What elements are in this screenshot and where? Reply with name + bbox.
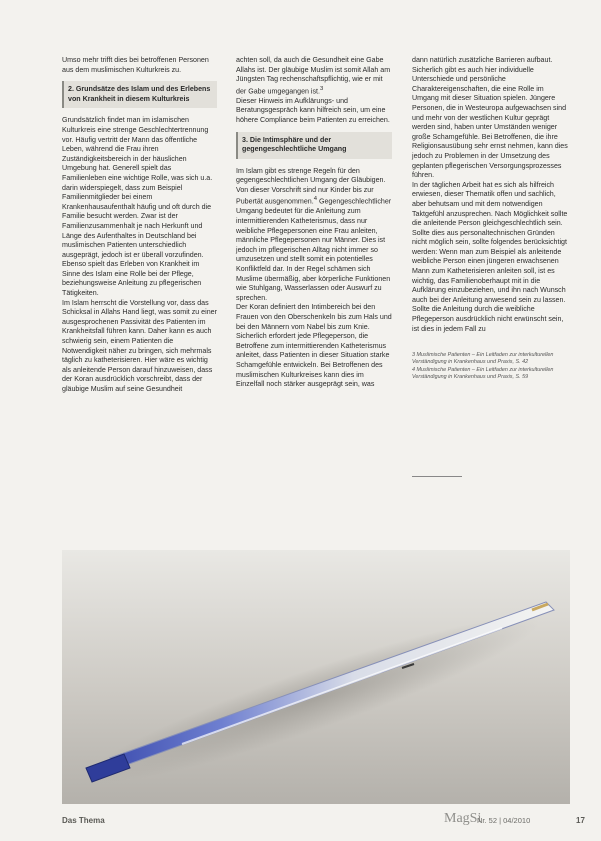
paragraph: Umso mehr trifft dies bei betroffenen Personen aus dem muslimischen Kulturkreis zu. xyxy=(62,56,209,74)
paragraph-text: achten soll, da auch die Gesundheit eine Gabe Allahs ist. Der gläubige Muslim ist somit Allah am Jüngsten Tag rechenschaftspflichtig, wie er mit der Gabe umgegangen ist. xyxy=(236,56,391,96)
paragraph xyxy=(236,56,392,97)
paragraph-text: Im Islam gibt es strenge Regeln für den gegengeschlechtlichen Umgang der Gläubigen. Von dieser Vorschrift sind nur Kinder bis zur Pubertät ausgenommen. xyxy=(236,166,386,206)
section-heading: 3. Die Intimsphäre und der gegengeschlechtliche Umgang xyxy=(236,132,392,159)
paragraph: In der täglichen Arbeit hat es sich als hilfreich erwiesen, dieser Thematik offen und sachlich, aber behutsam und mit dem notwendigen Taktgefühl anzusprechen. Nach Möglichkeit sollte die anleitende Person gleichgeschlechtlich sein. Sollte dies aus personaltechnischen Gründen nicht möglich sein, sollte folgendes berücksichtigt werden: Wenn man zum Beispiel als anleitende weibliche Person einen jüngeren erwachsenen Mann zum Katheterisieren anleiten soll, ist es wichtig, das Familienoberhaupt mit in die Aufklärung einzubeziehen, und ihn nach Wunsch auch bei der Anleitung anwesend sein zu lassen. Sollte die Anleitung durch die weibliche Pflegeperson ausdrücklich nicht erwünscht sein, ist dies in jedem Fall zu xyxy=(412,180,568,333)
paragraph: Sicherlich erfordert jede Pflegeperson, die Betroffene zum intermittierenden Katheterismus anleitet, dass Patienten in dieser Situation starke Schamgefühle entwickeln. Bei Betroffenen des muslimischen Kulturkreises kann dies im Einzelfall noch stärker ausgeprägt sein, was xyxy=(236,332,390,389)
footnote: 3 Muslimische Patienten – Ein Leitfaden zur interkulturellen Verständigung in Krankenhaus und Praxis, S. 42 xyxy=(412,352,554,366)
issue-info: Nr. 52 | 04/2010 xyxy=(477,816,531,825)
footnote-divider xyxy=(412,476,462,477)
magazine-logo: MagSi xyxy=(444,811,482,826)
paragraph xyxy=(236,167,392,304)
catheter-highlight xyxy=(182,628,502,744)
footnote-ref: 4 xyxy=(313,196,317,203)
catheter-photo xyxy=(62,550,570,804)
catheter-shadow xyxy=(75,593,548,804)
paragraph: Dieser Hinweis im Aufklärungs- und Beratungsgespräch kann hilfreich sein, um eine höhere Compliance beim Patienten zu erreichen. xyxy=(236,96,390,124)
paragraph: Grundsätzlich findet man im islamischen Kulturkreis eine strenge Geschlechtertrennung vor. Häufig vertritt der Mann das öffentliche Leben, während die Frau ihren Zuständigkeitsbereich in der häuslichen Umgebung hat. Generell spielt das Familienleben eine wichtige Rolle, was sich u.a. darin widerspiegelt, dass zum Beispiel Familienmitglieder bei einem Krankenhausaufenthalt häufig und oft durch die Familie besucht werden. Zwar ist der Familienzusammenhalt je nach Herkunft und Länge des Aufenthaltes in Deutschland bei muslimischen Patienten unterschiedlich ausgeprägt, jedoch ist er überall vorzufinden. Ebenso spielt das Erleben von Krankheit im Sinne des Islam eine Rolle bei der Pflege, beziehungsweise Anleitung zu pflegerischen Tätigkeiten. xyxy=(62,116,213,298)
page-number: 17 xyxy=(576,816,585,825)
footnote: 4 Muslimische Patienten – Ein Leitfaden zur interkulturellen Verständigung in Krankenhaus und Praxis, S. 59 xyxy=(412,366,554,380)
paragraph: dann natürlich zusätzliche Barrieren aufbaut. Sicherlich gibt es auch hier individuelle Unterschiede und persönliche Charaktereigenschaften, die eine Rolle im Umgang mit dieser Situation spielen. Jüngere Personen, die in Westeuropa aufgewachsen sind und mehr von der westlichen Kultur geprägt werden sind, haben unter Umständen weniger große Schamgefühle. Bei Betroffenen, die ihre Religionsausübung sehr ernst nehmen, kann dies jedoch zu Problemen in der Umsetzung des geplanten pflegerischen Versorgungsprozesses führen. xyxy=(412,56,568,180)
column-2 xyxy=(236,56,392,390)
page-footer xyxy=(0,811,601,841)
footnotes xyxy=(412,352,570,381)
section-heading: 2. Grundsätze des Islam und des Erlebens von Krankheit in diesem Kulturkreis xyxy=(62,81,217,108)
paragraph: Der Koran definiert den Intimbereich bei den Frauen von den Oberschenkeln bis zum Hals und bei den Männern vom Nabel bis zum Knie. xyxy=(236,303,392,331)
catheter-illustration xyxy=(62,550,570,804)
paragraph-text: Gegengeschlechtlicher Umgang bedeutet für die Anleitung zum intermittierenden Katheterismus, dass nur weibliche Pflegepersonen eine Frau anleiten, männliche Pflegepersonen nur Männer. Dies ist jedoch im pflegerischen Alltag nicht immer so umzusetzen und stellt somit ein potentielles Konfliktfeld dar. In der Regel schämen sich Muslime übermäßig, aber körperliche Funktionen wie Stuhlgang, Wasserlassen oder Auswurf zu sprechen. xyxy=(236,197,392,302)
column-3 xyxy=(412,56,570,381)
paragraph: Im Islam herrscht die Vorstellung vor, dass das Schicksal in Allahs Hand liegt, was somit zu einer ausgesprochenen Passivität des Patienten im Krankheitsfall führen kann. Daher kann es auch schwierig sein, einem Patienten die Notwendigkeit näher zu bringen, sich mehrmals täglich zu katheterisieren. Hier wäre es wichtig als anleitende Person darauf hinzuweisen, dass der Koran ausdrücklich vorschreibt, dass der gläubige Muslim auf seine Gesundheit xyxy=(62,298,217,393)
column-1 xyxy=(62,56,217,395)
section-label: Das Thema xyxy=(62,816,105,825)
footnote-ref: 3 xyxy=(320,85,324,92)
catheter-tube xyxy=(110,602,554,768)
